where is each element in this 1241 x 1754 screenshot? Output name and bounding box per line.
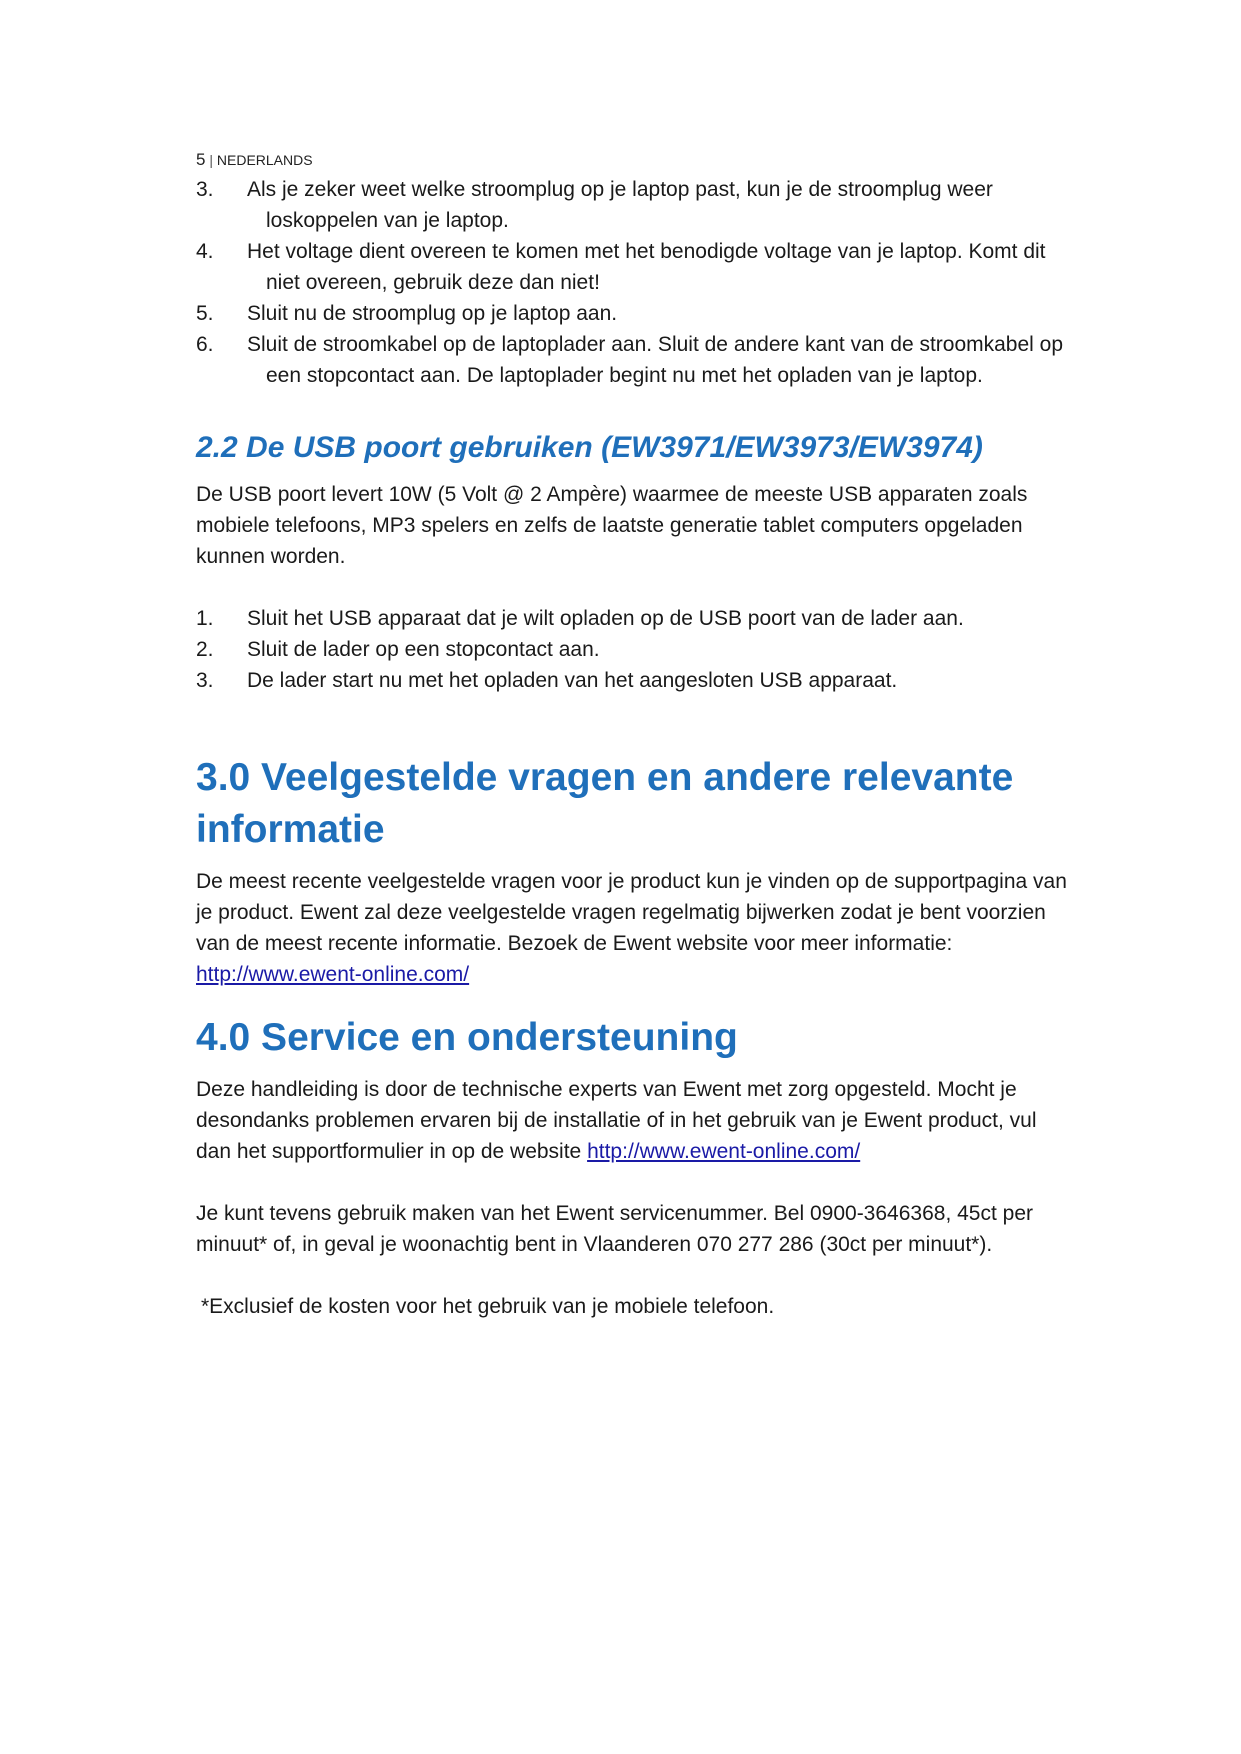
section-heading-4-0: 4.0 Service en ondersteuning [196,1016,738,1059]
list-text: Sluit de stroomkabel op de laptoplader aan. Sluit de andere kant van de stroomkabel op een stopcontact aan. De laptoplader begint nu met het opladen van je laptop. [247,333,1064,387]
section-2-2-intro: De USB poort levert 10W (5 Volt @ 2 Ampère) waarmee de meeste USB apparaten zoals mobiele telefoons, MP3 spelers en zelfs de laatste generatie tablet computers opgeladen kunnen worden. [196,483,1028,568]
section-3-text: De meest recente veelgestelde vragen voor je product kun je vinden op de supportpagina van je product. Ewent zal deze veelgestelde vragen regelmatig bijwerken zodat je bent voorzien van de meest recente informatie. Bezoek de Ewent website voor meer informatie: [196,870,1067,955]
steps-list-usb [196,603,1076,696]
list-item [196,634,1076,665]
footnote: *Exclusief de kosten voor het gebruik van je mobiele telefoon. [201,1295,775,1318]
list-number: 3. [196,178,214,201]
list-item [196,665,1076,696]
list-text: Het voltage dient overeen te komen met het benodigde voltage van je laptop. Komt dit niet overeen, gebruik deze dan niet! [247,240,1046,294]
header-separator: | [209,152,213,168]
page-number: 5 [196,150,206,169]
section-4-paragraph-1 [196,1074,1076,1167]
ewent-website-link[interactable]: http://www.ewent-online.com/ [196,963,470,986]
list-item [196,603,1076,634]
section-3-paragraph [196,866,1076,990]
list-number: 1. [196,607,214,630]
list-number: 6. [196,333,214,356]
section-4-paragraph-2: Je kunt tevens gebruik maken van het Ewent servicenummer. Bel 0900-3646368, 45ct per minuut* of, in geval je woonachtig bent in Vlaanderen 070 277 286 (30ct per minuut*). [196,1202,1033,1256]
list-number: 3. [196,669,214,692]
header-language: NEDERLANDS [216,152,313,168]
list-item [196,298,1076,329]
section-heading-3-0: 3.0 Veelgestelde vragen en andere relevante informatie [196,756,1014,851]
list-text: De lader start nu met het opladen van het aangesloten USB apparaat. [247,669,898,692]
list-item [196,174,1076,236]
list-text: Sluit het USB apparaat dat je wilt opladen op de USB poort van de lader aan. [247,607,964,630]
steps-list-part1 [196,174,1076,391]
section-heading-2-2: 2.2 De USB poort gebruiken (EW3971/EW3973/EW3974) [196,431,983,464]
document-page [196,150,1076,1322]
list-number: 5. [196,302,214,325]
support-website-link[interactable]: http://www.ewent-online.com/ [587,1140,861,1163]
list-text: Sluit nu de stroomplug op je laptop aan. [247,302,618,325]
list-number: 2. [196,638,214,661]
list-number: 4. [196,240,214,263]
list-item [196,329,1076,391]
section-4-text: Deze handleiding is door de technische experts van Ewent met zorg opgesteld. Mocht je desondanks problemen ervaren bij de installatie of in het gebruik van je Ewent product, vul dan het supportformulier in op de website [196,1078,1037,1163]
list-text: Als je zeker weet welke stroomplug op je laptop past, kun je de stroomplug weer loskoppelen van je laptop. [247,178,993,232]
running-header [196,150,1076,170]
list-text: Sluit de lader op een stopcontact aan. [247,638,600,661]
list-item [196,236,1076,298]
